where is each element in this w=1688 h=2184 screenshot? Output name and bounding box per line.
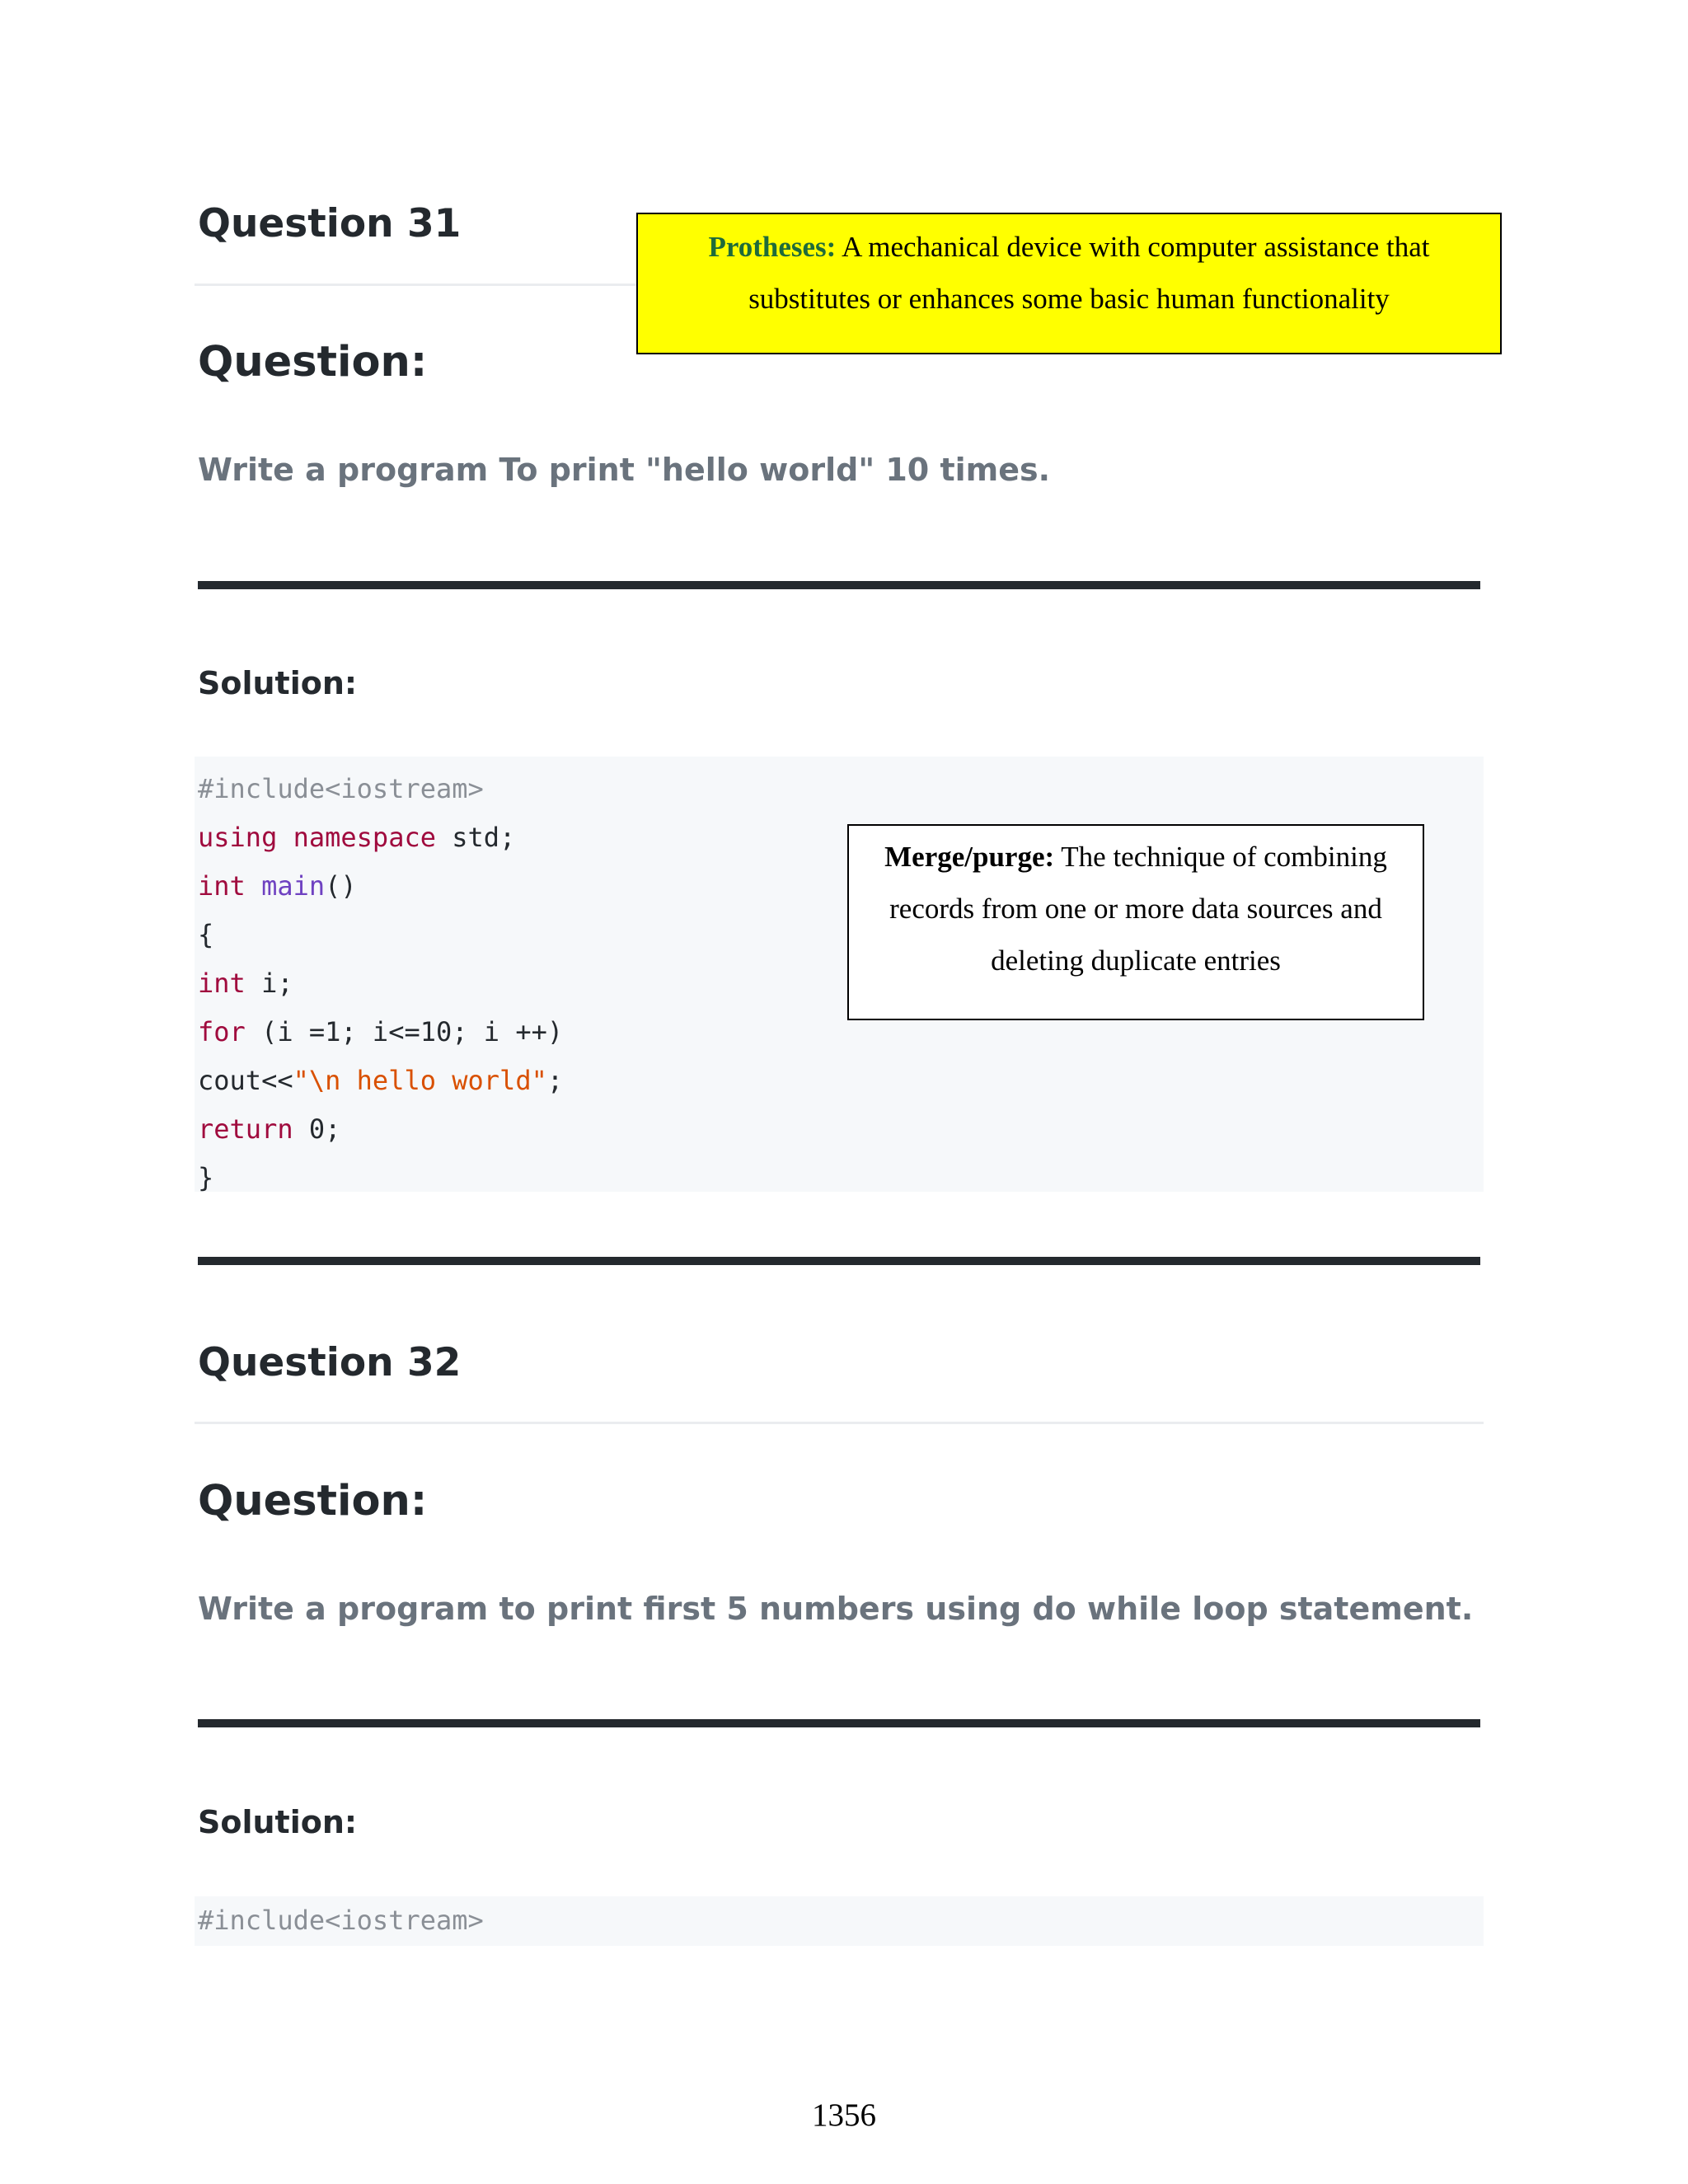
definition-term: Merge/purge: xyxy=(884,841,1055,873)
protheses-definition-box xyxy=(636,213,1502,354)
code-line xyxy=(198,813,563,862)
definition-line: substitutes or enhances some basic human functionality xyxy=(748,283,1390,315)
question-prompt: Write a program To print "hello world" 10 times. xyxy=(198,452,1051,488)
merge-purge-definition-box xyxy=(847,824,1424,1020)
section-divider xyxy=(198,1719,1480,1727)
code-keyword: namespace xyxy=(293,822,436,853)
code-text: std; xyxy=(435,822,516,853)
definition-text: The technique of combining xyxy=(1054,841,1387,873)
code-keyword: using xyxy=(198,822,278,853)
solution-label: Solution: xyxy=(198,665,358,701)
code-line xyxy=(198,1105,563,1154)
code-line xyxy=(198,862,563,911)
definition-line xyxy=(638,221,1500,273)
code-line xyxy=(198,1057,563,1105)
page-number: 1356 xyxy=(812,2097,876,2133)
code-text: { xyxy=(198,919,214,950)
definition-line: deleting duplicate entries xyxy=(991,944,1281,977)
section-divider xyxy=(198,1257,1480,1265)
code-keyword: int xyxy=(198,870,246,902)
code-text: (i =1; i<=10; i ++) xyxy=(245,1016,564,1047)
solution-label: Solution: xyxy=(198,1804,358,1840)
code-text: ; xyxy=(546,1065,564,1096)
section-divider xyxy=(198,581,1480,589)
question-31-heading: Question 31 xyxy=(198,201,462,246)
definition-text: A mechanical device with computer assistance that xyxy=(836,231,1430,263)
definition-term: Protheses: xyxy=(708,231,837,263)
code-text: () xyxy=(325,870,357,902)
code-keyword: int xyxy=(198,968,246,999)
code-function: main xyxy=(261,870,326,902)
code-preprocessor: #include<iostream> xyxy=(198,773,484,804)
code-line xyxy=(198,1154,563,1202)
code-line xyxy=(198,1896,484,1945)
question-label: Question: xyxy=(198,338,428,387)
code-line xyxy=(198,911,563,959)
question-32-heading: Question 32 xyxy=(198,1340,462,1385)
question-label: Question: xyxy=(198,1477,428,1526)
code-keyword: return xyxy=(198,1113,293,1145)
code-preprocessor: #include<iostream> xyxy=(198,1905,484,1936)
code-line xyxy=(198,765,563,813)
code-text: cout<< xyxy=(198,1065,293,1096)
definition-line xyxy=(849,831,1423,883)
code-text: 0; xyxy=(293,1113,341,1145)
code-text: } xyxy=(198,1162,214,1193)
code-keyword: for xyxy=(198,1016,246,1047)
code-line xyxy=(198,1008,563,1057)
code-string: "\n hello world" xyxy=(293,1065,547,1096)
code-text: i; xyxy=(245,968,293,999)
code-block xyxy=(195,1896,1484,1946)
heading-divider xyxy=(195,1422,1484,1424)
definition-line: records from one or more data sources and xyxy=(889,893,1382,925)
question-prompt: Write a program to print first 5 numbers using do while loop statement. xyxy=(198,1591,1474,1627)
code-line xyxy=(198,959,563,1008)
